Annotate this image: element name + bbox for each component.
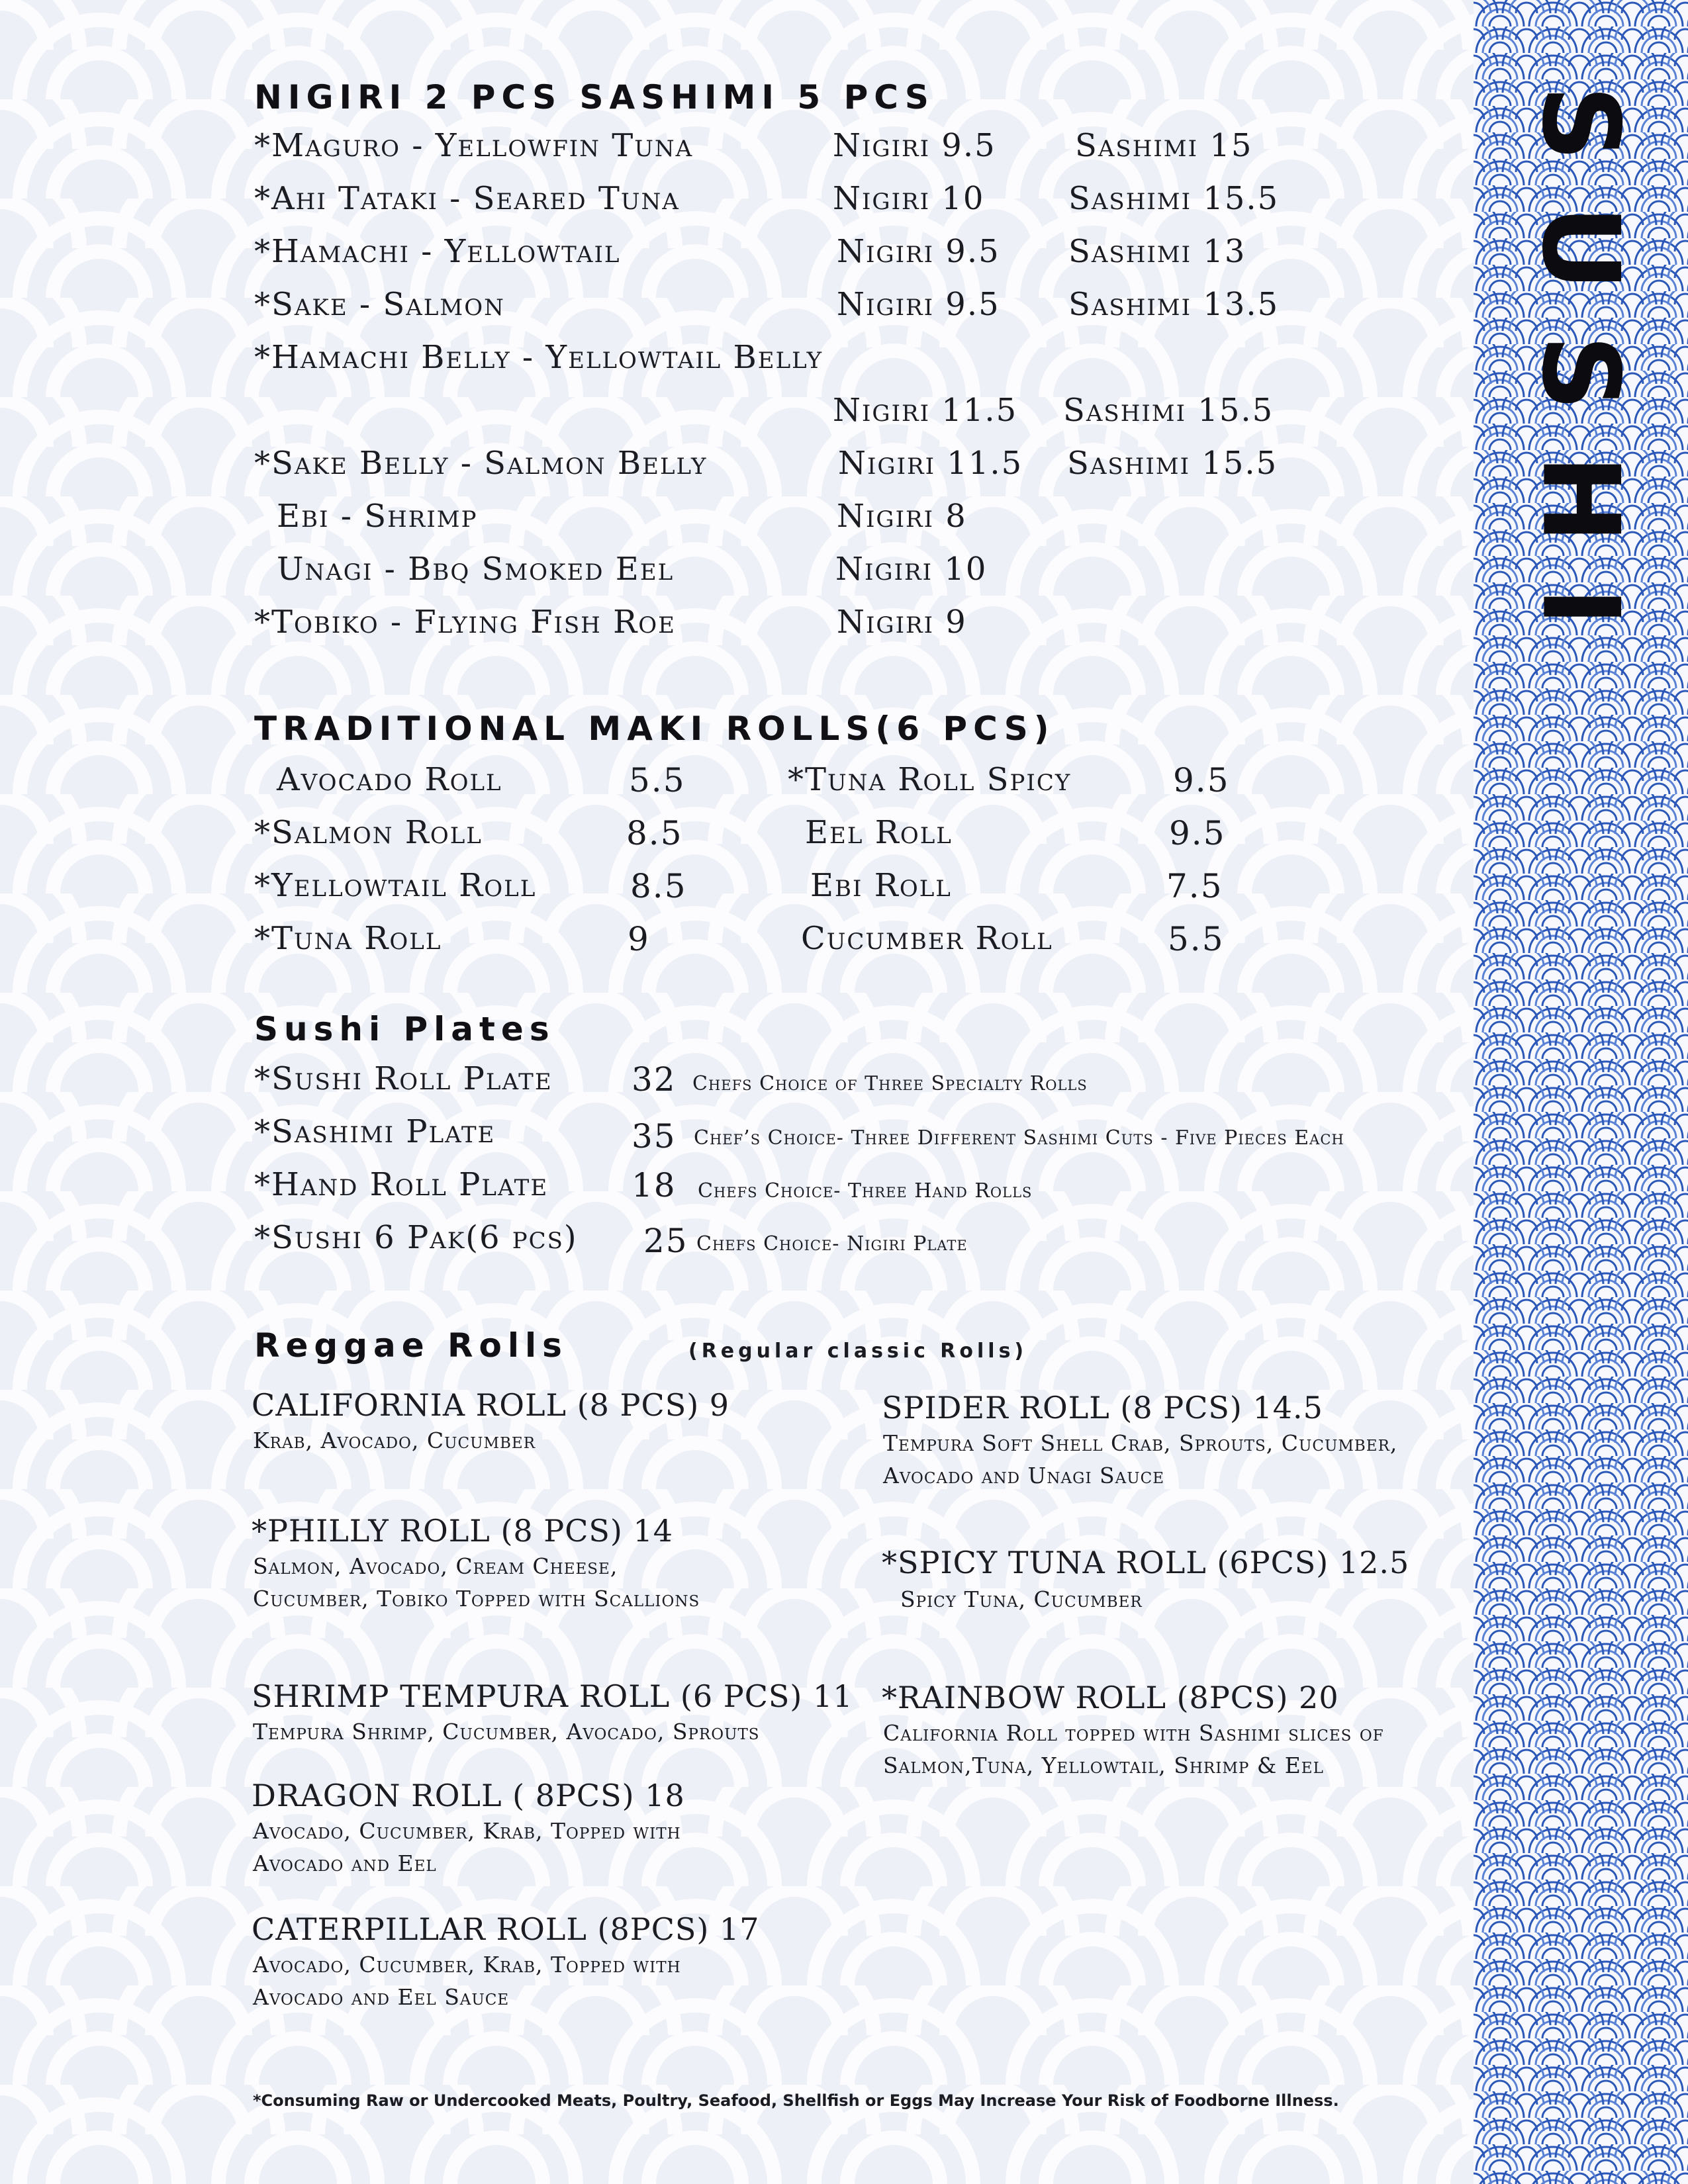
roll-title: SHRIMP TEMPURA ROLL (6 PCS) 11 [252,1678,853,1714]
roll-description: Krab, Avocado, Cucumber [253,1428,536,1453]
nigiri-price: Nigiri 11.5 [833,392,1018,429]
nigiri-heading: NIGIRI 2 PCS SASHIMI 5 PCS [254,78,935,116]
maki-item-price: 7.5 [1166,867,1223,905]
nigiri-item-name: *Tobiko - Flying Fish Roe [254,604,676,641]
nigiri-item-name: *Sake - Salmon [254,286,505,323]
roll-title: *PHILLY ROLL (8 PCS) 14 [252,1513,674,1549]
maki-item-price: 9.5 [1169,814,1226,852]
plate-price: 18 [632,1166,677,1205]
sashimi-price: Sashimi 15 [1075,127,1253,164]
roll-description: Tempura Shrimp, Cucumber, Avocado, Sprouts [253,1719,760,1745]
plate-price: 32 [632,1060,677,1099]
maki-item-name: Cucumber Roll [801,920,1053,957]
nigiri-item-name: Ebi - Shrimp [277,498,478,535]
roll-description: Avocado, Cucumber, Krab, Topped with Avocado and Eel [253,1818,681,1876]
maki-item-price: 8.5 [630,867,687,905]
roll-title: CALIFORNIA ROLL (8 PCS) 9 [252,1387,730,1423]
maki-item-price: 5.5 [1168,920,1225,958]
roll-title: SPIDER ROLL (8 PCS) 14.5 [882,1390,1323,1426]
plate-description: Chef’s Choice- Three Different Sashimi Cuts - Five Pieces Each [694,1126,1344,1150]
plate-name: *Sushi Roll Plate [254,1060,553,1097]
sashimi-price: Sashimi 13 [1068,233,1246,270]
plate-price: 35 [632,1117,677,1156]
roll-description: Avocado, Cucumber, Krab, Topped with Avocado and Eel Sauce [253,1952,681,2010]
sashimi-price: Sashimi 15.5 [1068,180,1280,217]
maki-item-name: *Salmon Roll [254,814,483,851]
plate-name: *Sashimi Plate [254,1113,496,1150]
nigiri-price: Nigiri 9 [837,604,967,641]
roll-title: *SPICY TUNA ROLL (6PCS) 12.5 [882,1545,1410,1580]
nigiri-price: Nigiri 9.5 [833,127,996,164]
nigiri-item-name: *Maguro - Yellowfin Tuna [254,127,694,164]
reggae-subheading: (Regular classic Rolls) [688,1340,1028,1363]
plate-description: Chefs Choice- Three Hand Rolls [698,1179,1033,1203]
maki-item-name: *Yellowtail Roll [254,867,537,904]
nigiri-price: Nigiri 9.5 [837,286,1000,323]
maki-item-price: 9.5 [1173,761,1230,799]
nigiri-item-name: *Hamachi Belly - Yellowtail Belly [254,339,823,376]
maki-item-name: Avocado Roll [277,761,502,798]
plate-description: Chefs Choice- Nigiri Plate [696,1232,968,1255]
sashimi-price: Sashimi 13.5 [1068,286,1280,323]
nigiri-item-name: *Ahi Tataki - Seared Tuna [254,180,680,217]
nigiri-item-name: *Hamachi - Yellowtail [254,233,621,270]
roll-title: *RAINBOW ROLL (8PCS) 20 [882,1680,1339,1715]
maki-item-name: Ebi Roll [810,867,952,904]
plate-name: *Hand Roll Plate [254,1166,549,1203]
nigiri-price: Nigiri 9.5 [837,233,1000,270]
reggae-heading: Reggae Rolls [254,1326,568,1365]
nigiri-item-name: *Sake Belly - Salmon Belly [254,445,708,482]
plate-price: 25 [643,1222,688,1260]
plates-heading: Sushi Plates [254,1010,555,1048]
maki-heading: TRADITIONAL MAKI ROLLS(6 PCS) [254,709,1055,748]
nigiri-price: Nigiri 11.5 [838,445,1023,482]
roll-description: California Roll topped with Sashimi slices of Salmon,Tuna, Yellowtail, Shrimp & Eel [883,1720,1384,1778]
roll-description: Salmon, Avocado, Cream Cheese, Cucumber, Tobiko Topped with Scallions [253,1553,700,1612]
nigiri-price: Nigiri 8 [837,498,967,535]
nigiri-item-name: Unagi - Bbq Smoked Eel [277,551,675,588]
maki-item-name: *Tuna Roll [254,920,442,957]
nigiri-price: Nigiri 10 [835,551,988,588]
maki-item-price: 9 [628,920,650,958]
sashimi-price: Sashimi 15.5 [1067,445,1278,482]
sashimi-price: Sashimi 15.5 [1063,392,1274,429]
maki-item-price: 8.5 [626,814,683,852]
sushi-vertical-title: SUSHI [1519,85,1643,670]
nigiri-price: Nigiri 10 [833,180,985,217]
roll-title: DRAGON ROLL ( 8PCS) 18 [252,1778,685,1813]
maki-item-name: Eel Roll [805,814,953,851]
food-safety-footnote: *Consuming Raw or Undercooked Meats, Poultry, Seafood, Shellfish or Eggs May Increase Your Risk of Foodborne Illness. [253,2091,1339,2110]
roll-title: CATERPILLAR ROLL (8PCS) 17 [252,1911,760,1947]
plate-description: Chefs Choice of Three Specialty Rolls [692,1072,1088,1095]
maki-item-price: 5.5 [629,761,686,799]
roll-description: Tempura Soft Shell Crab, Sprouts, Cucumber, Avocado and Unagi Sauce [883,1430,1398,1488]
plate-name: *Sushi 6 Pak(6 pcs) [254,1219,578,1256]
maki-item-name: *Tuna Roll Spicy [788,761,1072,798]
roll-description: Spicy Tuna, Cucumber [900,1586,1143,1612]
